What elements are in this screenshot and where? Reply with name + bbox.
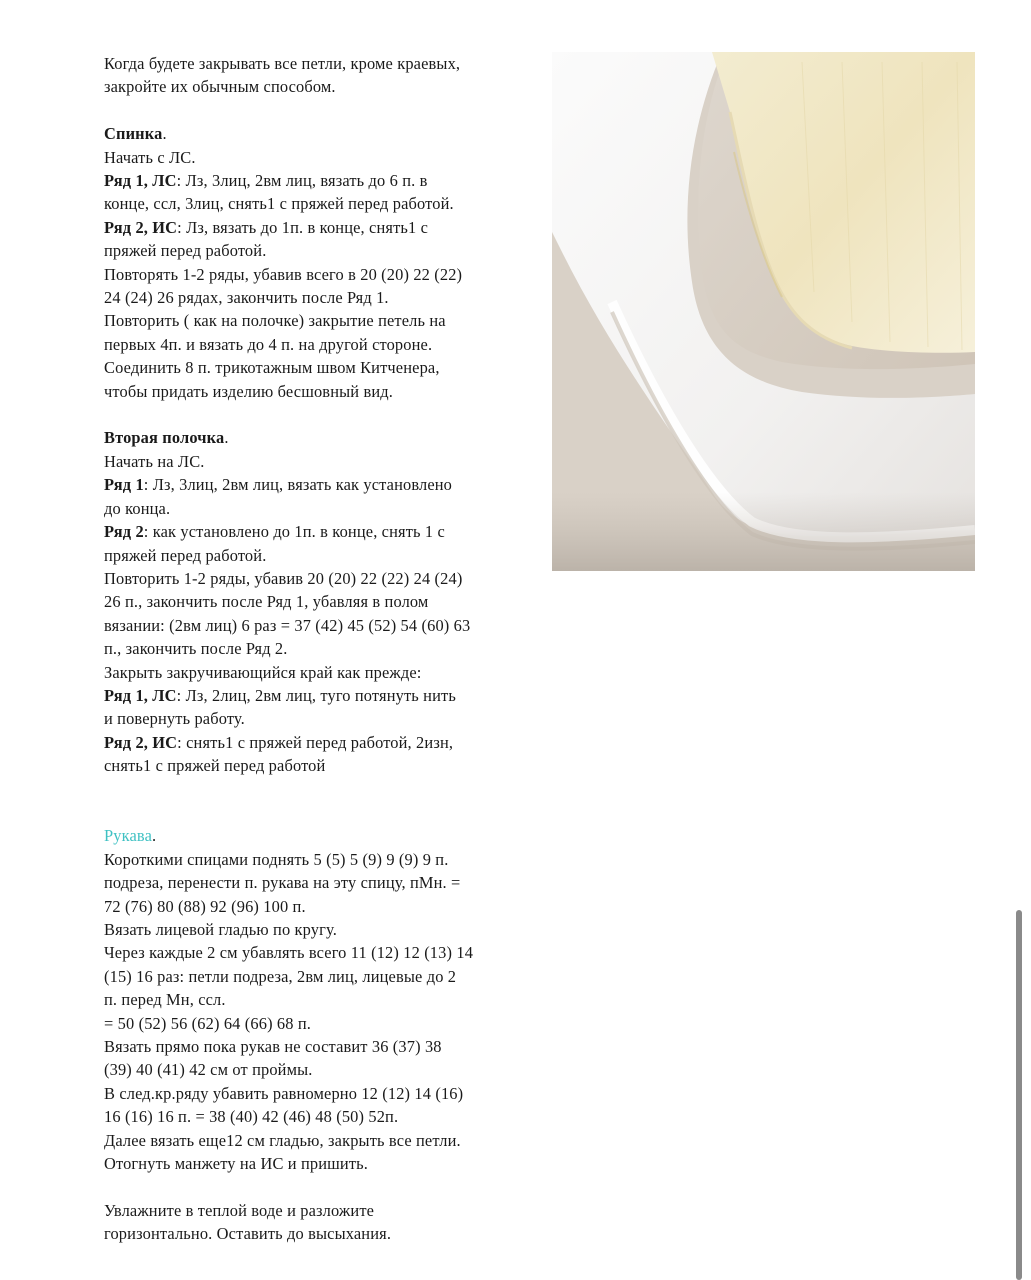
paragraph-line: подреза, перенести п. рукава на эту спицу, пМн. = xyxy=(104,873,461,893)
paragraph-line: Начать на ЛС. xyxy=(104,451,205,471)
paragraph-line: В след.кр.ряду убавить равномерно 12 (12) 14 (16) xyxy=(104,1083,464,1103)
row-label: Ряд 2, ИС xyxy=(104,732,178,752)
row-label: Ряд 2, ИС xyxy=(104,217,178,237)
paragraph-line: пряжей перед работой. xyxy=(104,241,267,261)
paragraph-line: 72 (76) 80 (88) 92 (96) 100 п. xyxy=(104,896,306,916)
paragraph-line: Через каждые 2 см убавлять всего 11 (12) 12 (13) 14 xyxy=(104,943,474,963)
intro-line: Когда будете закрывать все петли, кроме краевых, xyxy=(104,54,461,73)
heading-text: Спинка xyxy=(104,124,163,144)
paragraph-line: вязании: (2вм лиц) 6 раз = 37 (42) 45 (52) 54 (60) 63 xyxy=(104,615,471,635)
section-heading-back: Спинка. xyxy=(104,124,167,144)
paragraph-line: Повторить 1-2 ряды, убавив 20 (20) 22 (22) 24 (24) xyxy=(104,568,463,588)
paragraph-line: и повернуть работу. xyxy=(104,709,245,729)
paragraph-line: п., закончить после Ряд 2. xyxy=(104,639,288,659)
paragraph-line: (39) 40 (41) 42 см от проймы. xyxy=(104,1060,313,1080)
paragraph-line: 26 п., закончить после Ряд 1, убавляя в полом xyxy=(104,592,429,612)
paragraph-line: Вязать лицевой гладью по кругу. xyxy=(104,919,337,939)
paragraph-line: горизонтально. Оставить до высыхания. xyxy=(104,1224,392,1244)
section-heading-sleeves: Рукава. xyxy=(104,826,157,846)
paragraph-line: (15) 16 раз: петли подреза, 2вм лиц, лицевые до 2 xyxy=(104,966,457,986)
row-label: Ряд 1, ЛС xyxy=(104,171,177,191)
paragraph-line: снять1 с пряжей перед работой xyxy=(104,756,326,776)
row-instruction: Ряд 2, ИС: снять1 с пряжей перед работой, 2изн, xyxy=(104,732,454,752)
paragraph-line: = 50 (52) 56 (62) 64 (66) 68 п. xyxy=(104,1013,312,1033)
heading-text: Вторая полочка xyxy=(104,428,225,448)
heading-text: Рукава xyxy=(104,826,152,846)
section-heading-second-front: Вторая полочка. xyxy=(104,428,229,448)
paragraph-line: Вязать прямо пока рукав не составит 36 (37) 38 xyxy=(104,1037,442,1057)
paragraph-line: Увлажните в теплой воде и разложите xyxy=(104,1200,375,1220)
paragraph-line: конце, ссл, 3лиц, снять1 с пряжей перед работой. xyxy=(104,194,454,214)
paragraph-line: чтобы придать изделию бесшовный вид. xyxy=(104,381,393,401)
paragraph-line: Отогнуть манжету на ИС и пришить. xyxy=(104,1154,369,1174)
paragraph-line: п. перед Мн, ссл. xyxy=(104,990,226,1010)
paragraph-line: пряжей перед работой. xyxy=(104,545,267,565)
row-instruction: Ряд 1: Лз, 3лиц, 2вм лиц, вязать как установлено xyxy=(104,475,453,495)
scrollbar-thumb[interactable] xyxy=(1016,910,1022,1280)
paragraph-line: Повторять 1-2 ряды, убавив всего в 20 (20) 22 (22) xyxy=(104,264,463,284)
paragraph-line: Повторить ( как на полочке) закрытие петель на xyxy=(104,311,446,331)
knitted-garment-photo xyxy=(552,52,975,571)
row-instruction: Ряд 2: как установлено до 1п. в конце, снять 1 с xyxy=(104,522,445,542)
paragraph-line: первых 4п. и вязать до 4 п. на другой стороне. xyxy=(104,334,433,354)
paragraph-line: Соединить 8 п. трикотажным швом Китченера, xyxy=(104,358,440,378)
intro-line: закройте их обычным способом. xyxy=(104,77,336,97)
row-instruction: Ряд 1, ЛС: Лз, 3лиц, 2вм лиц, вязать до 6 п. в xyxy=(104,171,428,191)
row-instruction: Ряд 2, ИС: Лз, вязать до 1п. в конце, снять1 с xyxy=(104,217,429,237)
row-instruction: Ряд 1, ЛС: Лз, 2лиц, 2вм лиц, туго потянуть нить xyxy=(104,685,456,705)
paragraph-line: Закрыть закручивающийся край как прежде: xyxy=(104,662,422,682)
pattern-text xyxy=(104,52,544,1246)
paragraph-line: до конца. xyxy=(104,498,171,518)
paragraph-line: Начать с ЛС. xyxy=(104,147,196,167)
paragraph-line: Далее вязать еще12 см гладью, закрыть все петли. xyxy=(104,1130,461,1150)
paragraph-line: 16 (16) 16 п. = 38 (40) 42 (46) 48 (50) 52п. xyxy=(104,1107,399,1127)
row-label: Ряд 1, ЛС xyxy=(104,685,177,705)
paragraph-line: 24 (24) 26 рядах, закончить после Ряд 1. xyxy=(104,288,389,308)
paragraph-line: Короткими спицами поднять 5 (5) 5 (9) 9 (9) 9 п. xyxy=(104,849,449,869)
row-label: Ряд 1 xyxy=(104,475,144,495)
row-label: Ряд 2 xyxy=(104,522,144,542)
